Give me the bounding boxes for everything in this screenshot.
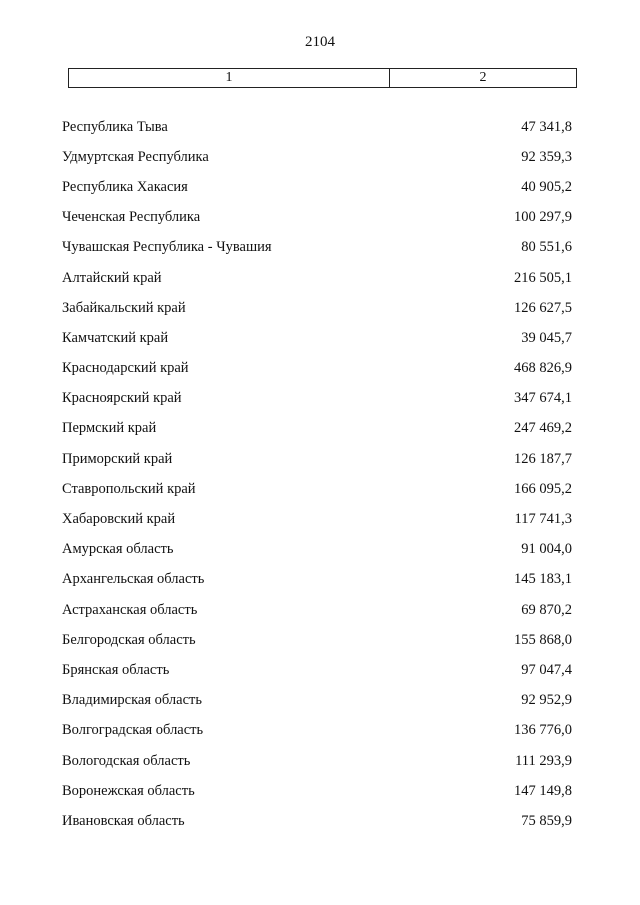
region-value: 75 859,9 <box>521 812 572 829</box>
table-header <box>68 68 577 88</box>
header-column-1: 1 <box>69 69 390 87</box>
region-name: Хабаровский край <box>62 511 176 528</box>
region-name: Красноярский край <box>62 390 182 407</box>
region-name: Брянская область <box>62 661 170 678</box>
region-name: Амурская область <box>62 541 174 558</box>
region-name: Республика Хакасия <box>62 178 188 195</box>
region-value: 39 045,7 <box>521 329 572 346</box>
table-row <box>62 233 572 263</box>
table-row <box>62 142 572 172</box>
header-column-2: 2 <box>479 70 487 85</box>
region-value: 80 551,6 <box>521 239 572 256</box>
region-value: 147 149,8 <box>514 782 572 799</box>
region-name: Пермский край <box>62 420 157 437</box>
region-value: 100 297,9 <box>514 209 572 226</box>
table-row <box>62 595 572 625</box>
region-value: 97 047,4 <box>521 661 572 678</box>
region-name: Вологодская область <box>62 752 191 769</box>
table-row <box>62 746 572 776</box>
table-row <box>62 504 572 534</box>
region-name: Забайкальский край <box>62 299 186 316</box>
table-row <box>62 263 572 293</box>
region-name: Краснодарский край <box>62 360 189 377</box>
region-value: 111 293,9 <box>515 752 572 769</box>
region-value: 166 095,2 <box>514 480 572 497</box>
table-row <box>62 776 572 806</box>
table-row <box>62 293 572 323</box>
region-name: Владимирская область <box>62 692 202 709</box>
region-value: 92 359,3 <box>521 148 572 165</box>
region-value: 40 905,2 <box>521 178 572 195</box>
table-row <box>62 625 572 655</box>
table-row <box>62 535 572 565</box>
region-value: 117 741,3 <box>514 511 572 528</box>
region-name: Приморский край <box>62 450 173 467</box>
table-row <box>62 444 572 474</box>
region-name: Архангельская область <box>62 571 205 588</box>
region-value: 92 952,9 <box>521 692 572 709</box>
table-row <box>62 686 572 716</box>
region-name: Чувашская Республика - Чувашия <box>62 239 272 256</box>
table-row <box>62 806 572 836</box>
table-row <box>62 323 572 353</box>
region-name: Воронежская область <box>62 782 195 799</box>
region-name: Камчатский край <box>62 329 169 346</box>
region-name: Белгородская область <box>62 631 196 648</box>
region-value: 69 870,2 <box>521 601 572 618</box>
page-number: 2104 <box>305 34 335 50</box>
table-row <box>62 474 572 504</box>
region-value: 126 187,7 <box>514 450 572 467</box>
region-name: Волгоградская область <box>62 722 204 739</box>
table-row <box>62 384 572 414</box>
table-body <box>62 112 572 837</box>
table-row <box>62 716 572 746</box>
region-name: Астраханская область <box>62 601 198 618</box>
region-value: 136 776,0 <box>514 722 572 739</box>
table-row <box>62 172 572 202</box>
region-name: Республика Тыва <box>62 118 168 135</box>
region-value: 347 674,1 <box>514 390 572 407</box>
table-row <box>62 565 572 595</box>
region-value: 216 505,1 <box>514 269 572 286</box>
region-value: 468 826,9 <box>514 360 572 377</box>
table-row <box>62 655 572 685</box>
table-row <box>62 354 572 384</box>
region-name: Ставропольский край <box>62 480 196 497</box>
table-row <box>62 203 572 233</box>
region-value: 145 183,1 <box>514 571 572 588</box>
region-value: 155 868,0 <box>514 631 572 648</box>
region-name: Алтайский край <box>62 269 162 286</box>
region-value: 126 627,5 <box>514 299 572 316</box>
region-value: 47 341,8 <box>521 118 572 135</box>
region-name: Чеченская Республика <box>62 209 201 226</box>
region-name: Ивановская область <box>62 812 185 829</box>
table-row <box>62 414 572 444</box>
table-row <box>62 112 572 142</box>
region-name: Удмуртская Республика <box>62 148 209 165</box>
region-value: 247 469,2 <box>514 420 572 437</box>
region-value: 91 004,0 <box>521 541 572 558</box>
